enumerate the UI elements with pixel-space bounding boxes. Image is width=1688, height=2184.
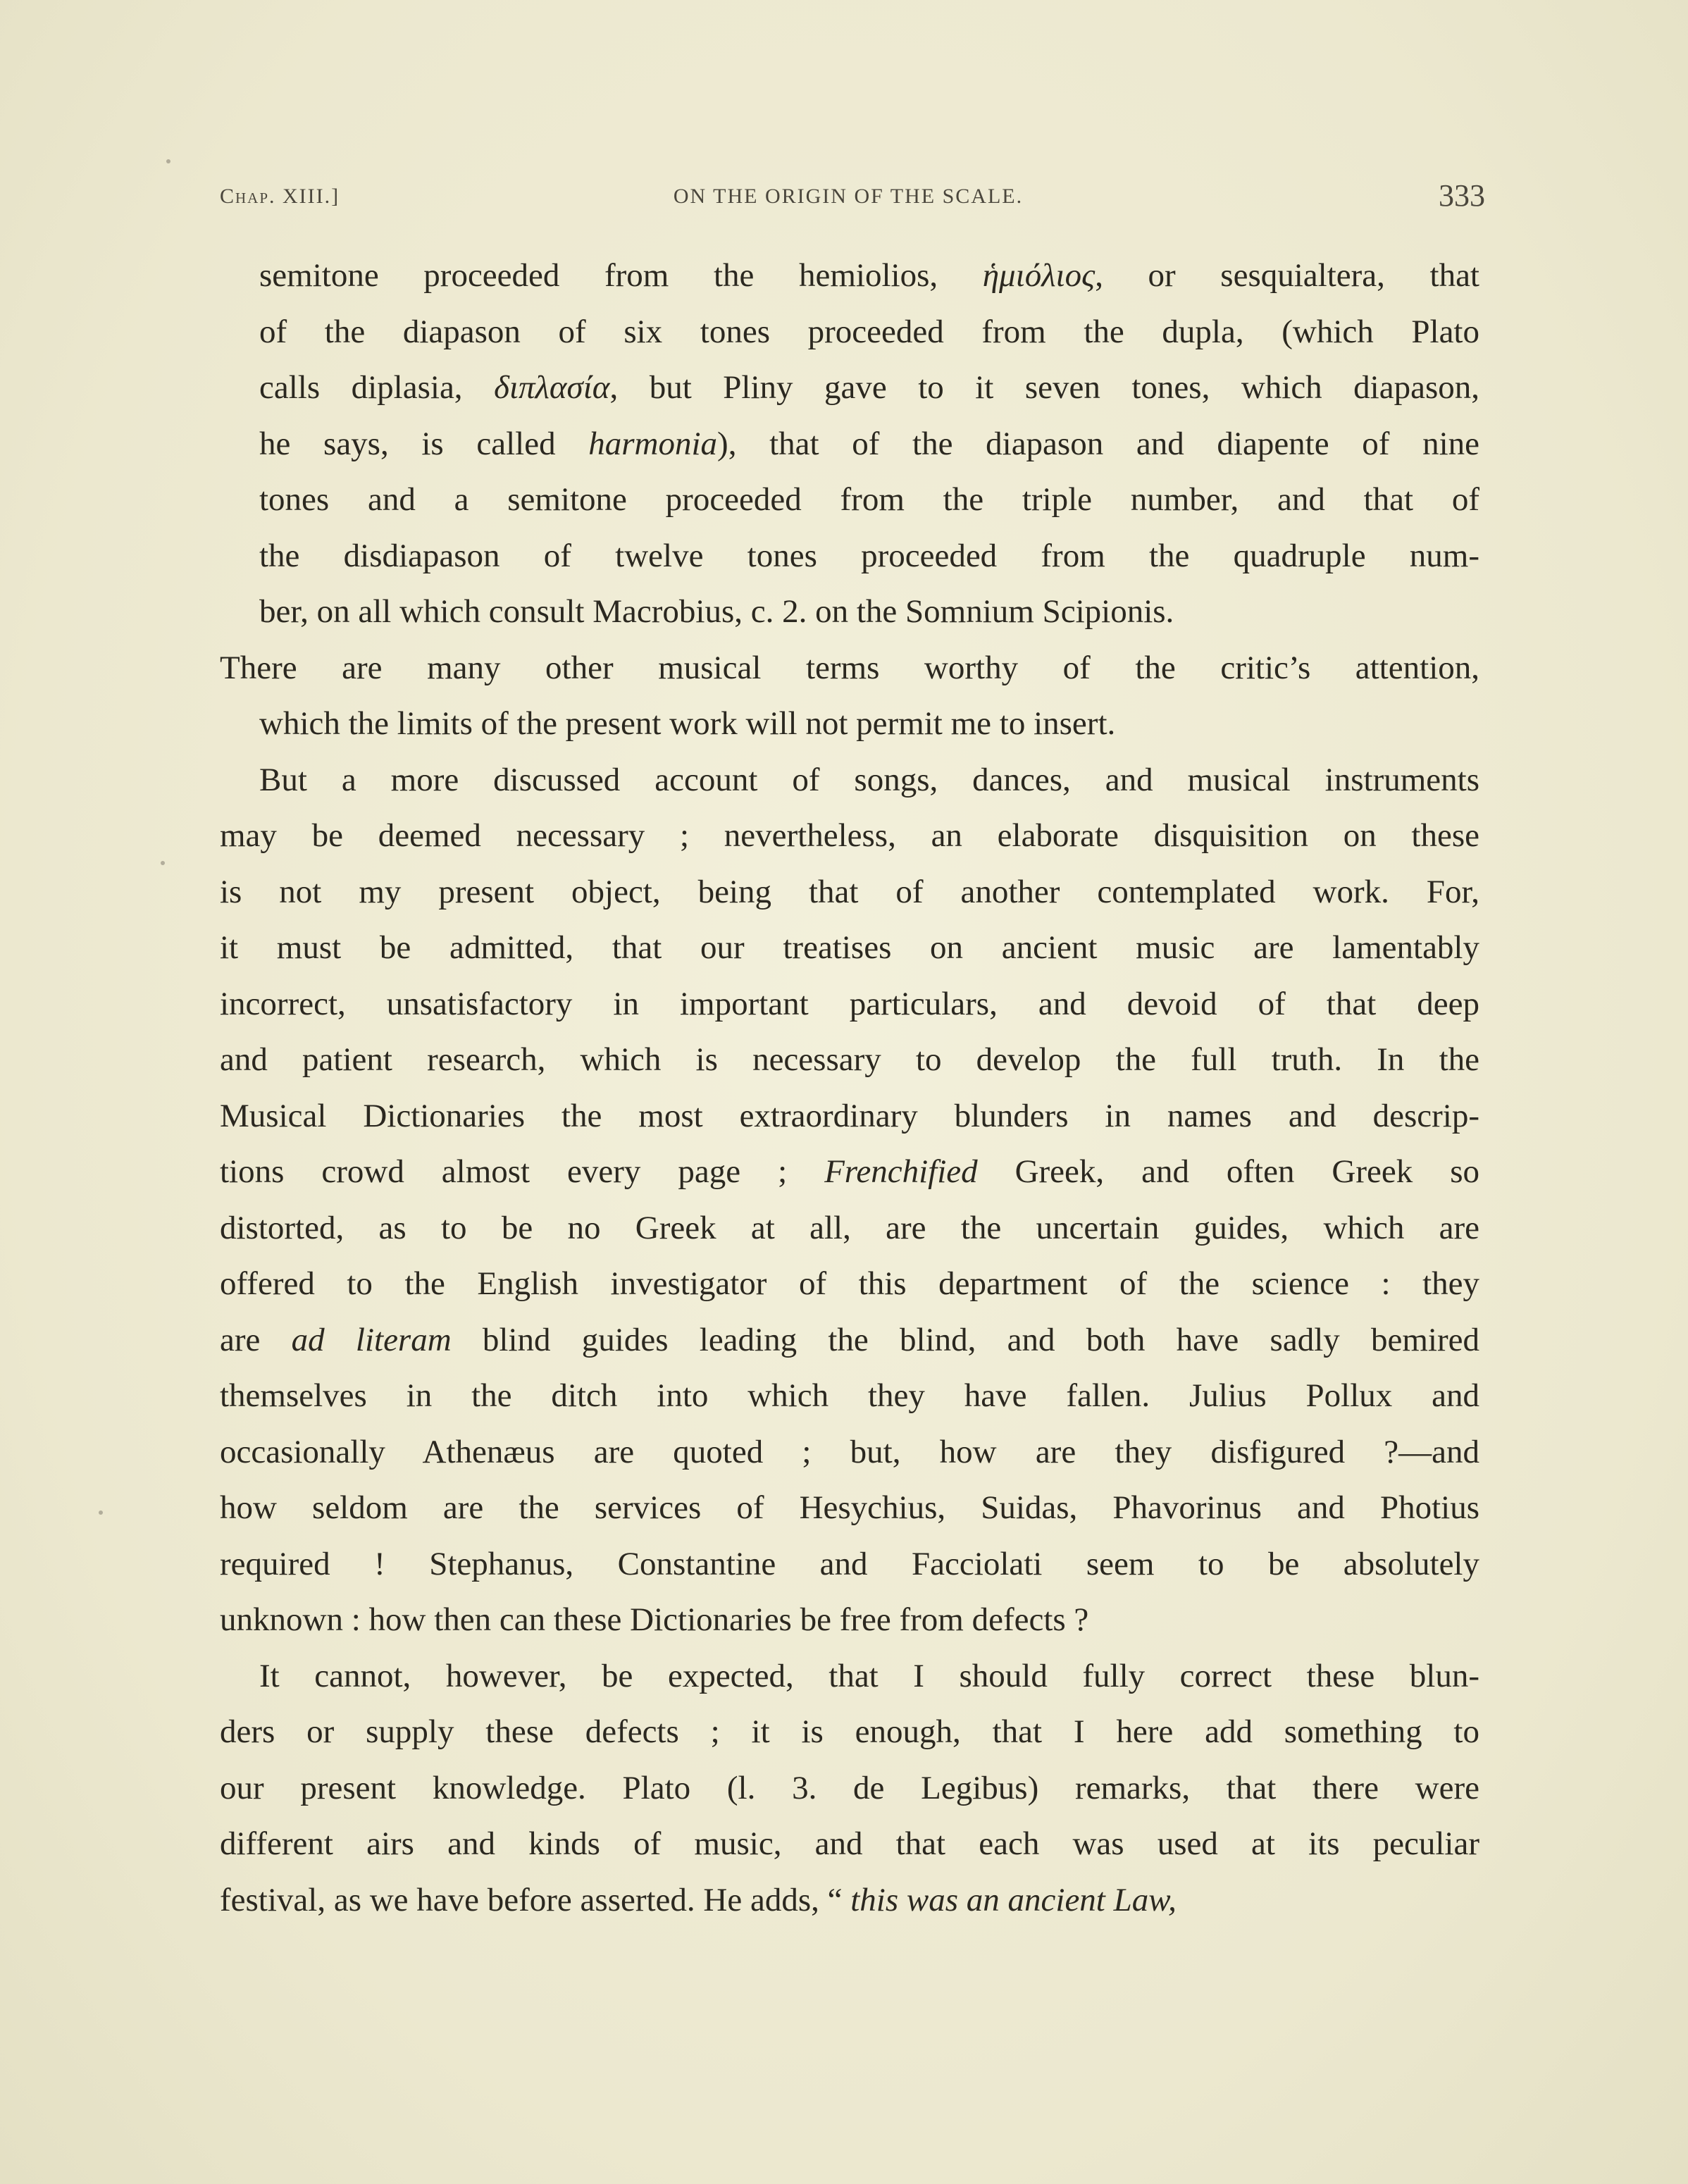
text-run: tones and a semitone proceeded from the triple number, and that of (259, 481, 1479, 518)
text-run: unknown : how then can these Dictionaries be free from defects ? (220, 1601, 1089, 1638)
text-run: ders or supply these defects ; it is enough, that I here add something to (220, 1713, 1479, 1750)
text-line (220, 1368, 1479, 1425)
running-header (211, 168, 1485, 217)
text-line (220, 1537, 1479, 1593)
text-run: , or sesquialtera, that (1095, 257, 1479, 294)
text-run: required ! Stephanus, Constantine and Facciolati seem to be absolutely (220, 1545, 1479, 1582)
text-run: There are many other musical terms worthy of the critic’s attention, (220, 649, 1479, 686)
text-line (220, 864, 1479, 921)
text-run: calls diplasia, (259, 369, 495, 406)
paragraph (220, 1649, 1479, 1929)
text-line (220, 416, 1479, 473)
text-run: is not my present object, being that of another contemplated work. For, (220, 873, 1479, 910)
greek-word: ἡμιόλιος (982, 257, 1096, 294)
text-line (220, 584, 1479, 640)
paragraph (220, 640, 1479, 752)
running-title: ON THE ORIGIN OF THE SCALE. (673, 185, 1024, 208)
text-run: ber, on all which consult Macrobius, c. 2. on the Somnium Scipionis. (259, 593, 1174, 630)
text-run: incorrect, unsatisfactory in important particulars, and devoid of that deep (220, 985, 1479, 1022)
text-line (220, 1200, 1479, 1257)
text-run: blind guides leading the blind, and both have sadly bemired (451, 1321, 1479, 1358)
paper-speck (99, 1510, 103, 1515)
text-line (220, 752, 1479, 809)
text-run: occasionally Athenæus are quoted ; but, how are they disfigured ?—and (220, 1433, 1479, 1470)
text-line (220, 640, 1479, 697)
text-line (220, 920, 1479, 976)
paragraph (220, 248, 1479, 640)
text-line (220, 1425, 1479, 1481)
text-line (220, 1873, 1479, 1929)
text-run: different airs and kinds of music, and that each was used at its peculiar (220, 1825, 1479, 1862)
text-line (220, 808, 1479, 864)
text-run: tions crowd almost every page ; (220, 1153, 825, 1190)
text-line (220, 1144, 1479, 1200)
text-run: But a more discussed account of songs, dances, and musical instruments (259, 761, 1479, 798)
text-run: our present knowledge. Plato (l. 3. de Legibus) remarks, that there were (220, 1769, 1479, 1806)
text-line (220, 1313, 1479, 1369)
page-number: 333 (1439, 178, 1485, 213)
text-line (220, 1592, 1479, 1649)
italic-text: Frenchified (824, 1153, 978, 1190)
text-run: it must be admitted, that our treatises on ancient music are lamentably (220, 929, 1479, 966)
text-run: which the limits of the present work will not permit me to insert. (259, 705, 1116, 742)
text-run: how seldom are the services of Hesychius, Suidas, Phavorinus and Photius (220, 1489, 1479, 1526)
text-run: ), that of the diapason and diapente of nine (717, 425, 1479, 462)
page-body (220, 248, 1479, 1928)
text-line (220, 976, 1479, 1033)
text-line (220, 1032, 1479, 1088)
italic-text: ad literam (291, 1321, 452, 1358)
text-run: , but Pliny gave to it seven tones, which diapason, (609, 369, 1479, 406)
text-run: of the diapason of six tones proceeded from the dupla, (which Plato (259, 313, 1479, 350)
text-line (220, 1480, 1479, 1537)
text-line (220, 304, 1479, 361)
text-run: offered to the English investigator of this department of the science : they (220, 1265, 1479, 1302)
text-line (220, 472, 1479, 528)
text-line (220, 1816, 1479, 1873)
paragraph (220, 752, 1479, 1649)
text-line (220, 360, 1479, 416)
text-run: It cannot, however, be expected, that I should fully correct these blun- (259, 1657, 1479, 1694)
greek-word: διπλασία (494, 369, 610, 406)
italic-text: harmonia (588, 425, 718, 462)
text-line (220, 1704, 1479, 1761)
text-run: festival, as we have before asserted. He adds, “ (220, 1881, 851, 1918)
text-run: the disdiapason of twelve tones proceeded from the quadruple num- (259, 537, 1479, 574)
text-line (220, 248, 1479, 304)
text-line (220, 1256, 1479, 1313)
text-line (220, 696, 1479, 752)
text-run: themselves in the ditch into which they have fallen. Julius Pollux and (220, 1377, 1479, 1414)
text-run: Greek, and often Greek so (977, 1153, 1479, 1190)
text-run: and patient research, which is necessary to develop the full truth. In the (220, 1041, 1479, 1078)
paper-speck (161, 861, 165, 865)
text-line (220, 1088, 1479, 1145)
text-run: semitone proceeded from the hemiolios, (259, 257, 983, 294)
text-run: may be deemed necessary ; nevertheless, an elaborate disquisition on these (220, 817, 1479, 854)
paper-speck (166, 159, 170, 163)
text-run: Musical Dictionaries the most extraordinary blunders in names and descrip- (220, 1097, 1479, 1134)
chapter-label: Chap. XIII.] (220, 185, 340, 208)
italic-text: this was an ancient Law, (850, 1881, 1177, 1918)
text-run: he says, is called (259, 425, 589, 462)
text-line (220, 528, 1479, 585)
text-line (220, 1649, 1479, 1705)
text-run: are (220, 1321, 292, 1358)
text-run: distorted, as to be no Greek at all, are the uncertain guides, which are (220, 1209, 1479, 1246)
text-line (220, 1761, 1479, 1817)
